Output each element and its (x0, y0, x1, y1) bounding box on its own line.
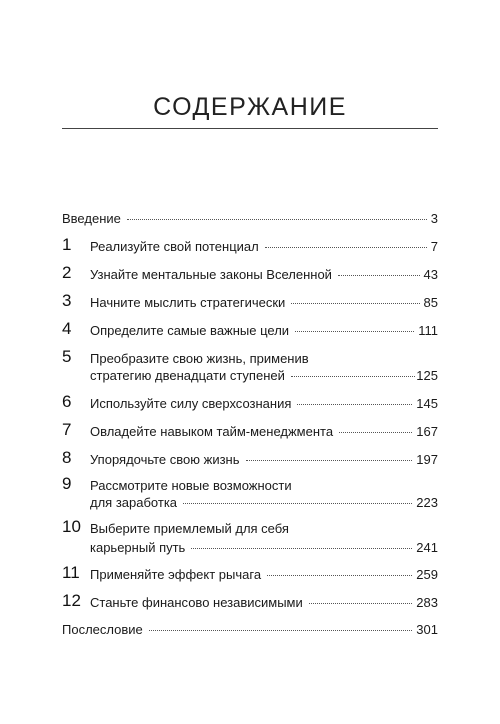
dot-leader (246, 460, 413, 461)
chapter-number: 6 (62, 392, 72, 411)
toc-entry-title-line1: Преобразите свою жизнь, применив (90, 351, 309, 366)
toc-entry-title-line1: Выберите приемлемый для себя (90, 521, 289, 536)
toc-page-number: 167 (416, 424, 438, 439)
chapter-number: 12 (62, 591, 81, 610)
dot-leader (291, 303, 419, 304)
toc-page-number: 7 (430, 239, 438, 254)
dot-leader (338, 275, 420, 276)
dot-leader (149, 630, 413, 631)
toc-entry-title-line1: Рассмотрите новые возможности (90, 478, 292, 493)
toc-page-number: 43 (423, 267, 438, 282)
toc-entry-title: Упорядочьте свою жизнь (90, 452, 240, 467)
chapter-number: 10 (62, 517, 81, 536)
toc-page-number: 111 (418, 323, 438, 338)
chapter-number: 2 (62, 263, 72, 282)
chapter-number: 5 (62, 347, 72, 366)
chapter-number: 1 (62, 235, 72, 254)
chapter-number: 8 (62, 448, 72, 467)
toc-entry-title: Узнайте ментальные законы Вселенной (90, 267, 332, 282)
toc-entry-title: Послесловие (62, 622, 143, 637)
page-title: СОДЕРЖАНИЕ (153, 93, 347, 121)
toc-page-number: 3 (430, 211, 438, 226)
chapter-number: 4 (62, 319, 72, 338)
toc-page-number: 145 (416, 396, 438, 411)
dot-leader (295, 331, 414, 332)
toc-entry-title: Используйте силу сверхсознания (90, 396, 292, 411)
chapter-number: 7 (62, 420, 72, 439)
dot-leader (127, 219, 427, 220)
toc-entry-title: стратегию двенадцати ступеней (90, 368, 285, 383)
toc-page-number: 125 (416, 368, 438, 383)
toc-page-number: 259 (416, 567, 438, 582)
dot-leader (339, 432, 412, 433)
toc-entry-title: Станьте финансово независимыми (90, 595, 303, 610)
title-divider (62, 128, 438, 129)
chapter-number: 3 (62, 291, 72, 310)
toc-page-number: 223 (416, 495, 438, 510)
dot-leader (265, 247, 427, 248)
toc-page-number: 197 (416, 452, 438, 467)
toc-entry-title: Овладейте навыком тайм-менеджмента (90, 424, 334, 439)
toc-page-number: 85 (423, 295, 438, 310)
toc-entry-title: карьерный путь (90, 540, 186, 555)
dot-leader (291, 376, 415, 377)
toc-entry-title: Определите самые важные цели (90, 323, 290, 338)
toc-entry-title: Введение (62, 211, 121, 226)
toc-page-number: 241 (416, 540, 438, 555)
chapter-number: 9 (62, 474, 72, 493)
dot-leader (297, 404, 412, 405)
toc-entry-title: Начните мыслить стратегически (90, 295, 286, 310)
toc-page-number: 301 (416, 622, 438, 637)
dot-leader (191, 548, 412, 549)
dot-leader (183, 503, 412, 504)
toc-page-number: 283 (416, 595, 438, 610)
chapter-number: 11 (62, 563, 80, 582)
toc-entry-title: для заработка (90, 495, 178, 510)
dot-leader (267, 575, 412, 576)
dot-leader (309, 603, 413, 604)
toc-entry-title: Реализуйте свой потенциал (90, 239, 259, 254)
toc-entry-title: Применяйте эффект рычага (90, 567, 262, 582)
